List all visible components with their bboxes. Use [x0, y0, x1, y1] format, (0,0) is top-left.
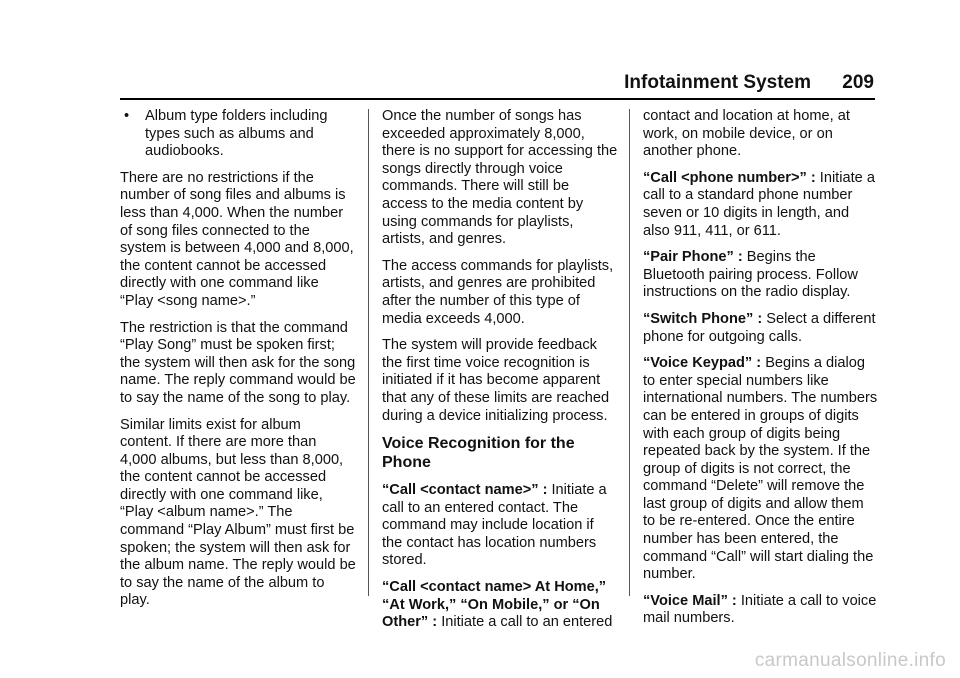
command-description: Select a different phone for outgoing calls.	[643, 310, 876, 345]
command-name: “Call <contact name> At Home,” “At Work,” “On Mobile,” or “On Other” :	[382, 579, 607, 631]
column-2	[382, 108, 618, 641]
section-title: Infotainment System	[624, 72, 812, 93]
command-name: “Voice Keypad” :	[643, 355, 762, 372]
command-description: Initiate a call to a standard phone number seven or 10 digits in length, and also 911, 411, or 611.	[643, 169, 875, 239]
command-description: Initiate a call to an entered contact. The command may include location if the contact has location numbers stored.	[382, 482, 607, 569]
bullet-dot: •	[124, 108, 130, 124]
command-entry	[643, 249, 879, 302]
section-heading: Voice Recognition for the Phone	[382, 435, 575, 472]
header-rule	[120, 98, 875, 100]
page-header	[624, 72, 874, 94]
command-entry	[643, 311, 879, 346]
paragraph: The restriction is that the command “Play Song” must be spoken first; the system will then ask for the song name. The reply command would be to say the name of the song to play.	[120, 319, 356, 406]
page-number: 209	[842, 72, 874, 93]
column-1	[120, 108, 356, 619]
command-entry	[643, 593, 879, 628]
bullet-text: Album type folders including types such as albums and audiobooks.	[145, 108, 328, 160]
paragraph: There are no restrictions if the number of song files and albums is less than 4,000. When the number of song files connected to the system is between 4,000 and 8,000, the content cannot be accessed directly with one command like “Play <song name>.”	[120, 169, 354, 309]
command-description: Begins the Bluetooth pairing process. Follow instructions on the radio display.	[643, 249, 858, 301]
command-entry	[643, 355, 879, 584]
command-entry	[382, 579, 618, 632]
command-name: “Voice Mail” :	[643, 592, 737, 609]
command-entry	[382, 482, 618, 570]
command-name: “Call <phone number>” :	[643, 169, 816, 186]
paragraph: Similar limits exist for album content. If there are more than 4,000 albums, but less than 8,000, the content cannot be accessed directly with one command like, “Play <album name>.” The command “Play Album” must first be spoken; the system will then ask for the album name. The reply would be to say the name of the album to play.	[120, 416, 356, 609]
watermark: carmanualsonline.info	[754, 650, 946, 671]
command-description: Begins a dialog to enter special numbers like international numbers. The numbers can be entered in groups of digits with each group of digits being repeated back by the system. If the group of digits is not correct, the command “Delete” will remove the last group of digits and allow them to be re-entered. Once the entire number has been entered, the command “Call” will start dialing the number.	[643, 355, 878, 583]
command-entry	[643, 170, 879, 240]
paragraph: The system will provide feedback the first time voice recognition is initiated if it has become apparent that any of these limits are reached during a device initializing process.	[382, 337, 610, 424]
command-name: “Switch Phone” :	[643, 310, 763, 327]
bullet-item	[120, 108, 356, 161]
paragraph: contact and location at home, at work, on mobile device, or on another phone.	[643, 108, 850, 160]
paragraph: The access commands for playlists, artists, and genres are prohibited after the number of this type of media exceeds 4,000.	[382, 257, 614, 327]
column-divider-2	[629, 109, 630, 596]
column-3	[643, 108, 879, 637]
paragraph: Once the number of songs has exceeded approximately 8,000, there is no support for accessing the songs directly through voice commands. There will still be access to the media content by using commands for playlists, artists, and genres.	[382, 108, 618, 248]
command-name: “Pair Phone” :	[643, 249, 743, 266]
command-name: “Call <contact name>” :	[382, 482, 548, 499]
command-description: Initiate a call to an entered	[437, 614, 613, 631]
command-description: Initiate a call to voice mail numbers.	[643, 592, 877, 627]
column-divider-1	[368, 109, 369, 596]
